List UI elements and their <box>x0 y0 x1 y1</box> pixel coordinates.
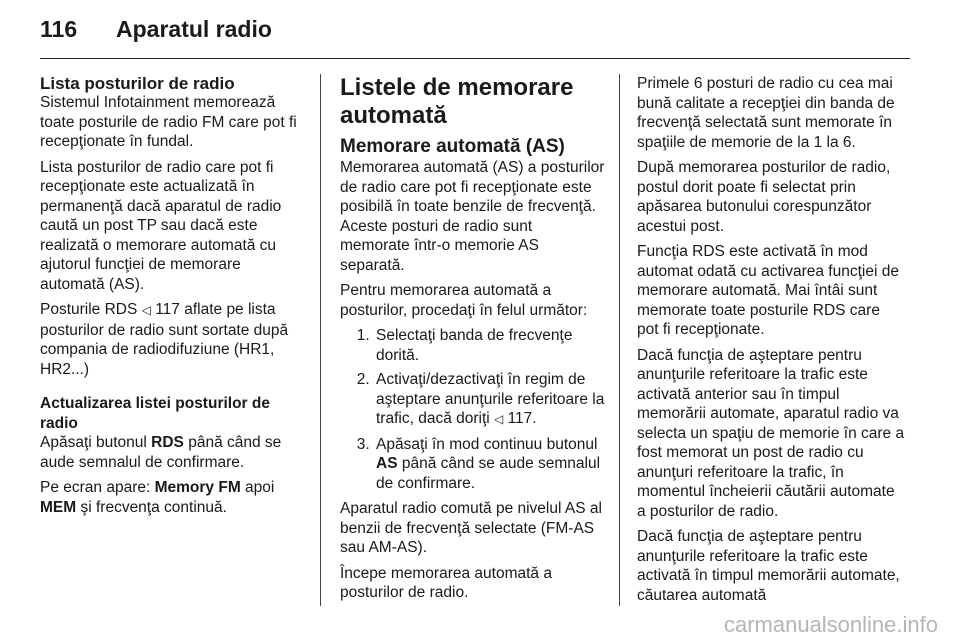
list-item <box>374 370 606 430</box>
paragraph: Lista posturilor de radio care pot fi recepţionate este actualizată în permanenţă dacă aparatul de radio caută un post TP sau dacă este realizată o memorare automată cu ajutorul funcţiei de memorare automată (AS). <box>40 158 282 293</box>
list-item: 1. Selectaţi banda de frecvenţe dorită. <box>374 326 606 365</box>
list-item <box>374 435 606 494</box>
paragraph: Aparatul radio comută pe nivelul AS al benzii de frecvenţă selectate (FM-AS sau AM-AS). <box>340 500 602 556</box>
paragraph <box>40 300 306 379</box>
text: 117 aflate pe lista posturilor de radio sunt sortate după compania de radiodifuziune (HR1, HR2...) <box>40 301 289 378</box>
button-name: RDS <box>151 434 184 451</box>
text: şi frecvenţa continuă. <box>76 498 227 516</box>
column-divider <box>619 74 620 606</box>
column-right <box>637 74 905 611</box>
paragraph: Sistemul Infotainment memorează toate posturile de radio FM care pot fi recepţionate în fundal. <box>40 94 297 150</box>
text: Posturile RDS <box>40 301 142 318</box>
display-text: Memory FM <box>154 479 241 496</box>
paragraph: Dacă funcţia de aşteptare pentru anunţurile referitoare la trafic este activată în timpul memorării automate, căutarea automată <box>637 528 900 604</box>
paragraph: Funcţia RDS este activată în mod automat odată cu activarea funcţiei de memorare automată. Mai întâi sunt memorate toate posturile RDS care pot fi recepţionate. <box>637 243 899 338</box>
section-heading: Lista posturilor de radio <box>40 74 235 93</box>
page-title: Aparatul radio <box>116 16 272 42</box>
paragraph: Primele 6 posturi de radio cu cea mai bună calitate a recepţiei din banda de frecvenţă selectată sunt memorate în spaţiile de memorie de la 1 la 6. <box>637 75 895 151</box>
cross-reference-arrow-icon: ◁ <box>141 303 151 317</box>
text: Pe ecran apare: <box>40 479 155 496</box>
paragraph <box>40 433 306 472</box>
paragraph: Pentru memorarea automată a posturilor, procedaţi în felul următor: <box>340 282 588 319</box>
column-middle <box>340 74 606 609</box>
column-left <box>40 74 306 523</box>
text: până când se aude semnalul de confirmare. <box>40 434 282 471</box>
paragraph: Memorarea automată (AS) a posturilor de radio care pot fi recepţionate este posibilă în toate benzile de frecvenţă. Aceste posturi de radio sunt memorate într-o memorie AS separată. <box>340 159 605 274</box>
cross-reference-arrow-icon: ◁ <box>494 412 504 426</box>
button-name: AS <box>376 455 398 472</box>
text: Apăsaţi butonul <box>40 434 152 451</box>
section-heading: Listele de memorare automată <box>340 74 574 129</box>
subsection-heading: Memorare automată (AS) <box>340 136 565 157</box>
display-text: MEM <box>40 498 77 516</box>
text: apoi <box>240 479 275 496</box>
paragraph <box>40 478 306 517</box>
text: Apăsaţi în mod continuu butonul <box>376 435 598 453</box>
text: Activaţi/dezactivaţi în regim de aşteptare anunţurile referitoare la trafic, dacă doriţi <box>376 371 605 427</box>
column-divider <box>320 74 321 606</box>
text: 117. <box>503 410 537 427</box>
paragraph: Dacă funcţia de aşteptare pentru anunţurile referitoare la trafic este activată anterior sau în timpul memorării automate, aparatul radio va selecta un spaţiu de memorie în care a fost memorat un post de radio cu anunţuri referitoare la trafic, în momentul încheierii căutării automate a posturilor de radio. <box>637 346 905 520</box>
steps-list <box>340 326 606 493</box>
page-header <box>40 14 910 59</box>
page-number: 116 <box>40 16 78 42</box>
paragraph: Începe memorarea automată a posturilor de radio. <box>340 564 552 601</box>
paragraph: După memorarea posturilor de radio, postul dorit poate fi selectat prin apăsarea butonului corespunzător acestui post. <box>637 159 891 235</box>
watermark: carmanualsonline.info <box>723 612 938 637</box>
text: până când se aude semnalul de confirmare. <box>376 455 601 492</box>
subsection-heading: Actualizarea listei posturilor de radio <box>40 395 270 432</box>
